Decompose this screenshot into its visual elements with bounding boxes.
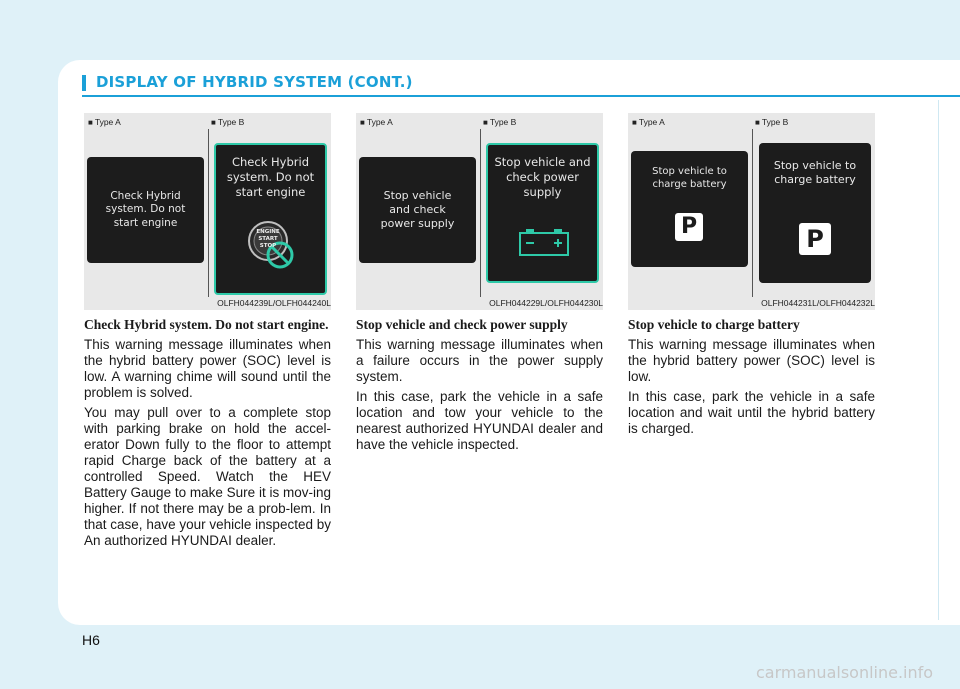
- column-paragraph: This warning message illuminates when the hybrid battery power (SOC) level is low.: [628, 337, 875, 384]
- figure-type-b-label: ■ Type B: [483, 117, 517, 127]
- header-accent-bar: [82, 75, 86, 91]
- column-heading: Stop vehicle to charge battery: [628, 317, 800, 332]
- figure-type-a-label: ■ Type A: [360, 117, 393, 127]
- figure-power-supply: [356, 113, 603, 310]
- figure-divider: [752, 129, 753, 297]
- section-title: DISPLAY OF HYBRID SYSTEM (CONT.): [96, 73, 413, 91]
- screen-type-b: Stop vehicle to charge battery P: [759, 143, 871, 283]
- column-paragraph: You may pull over to a complete stop with parking brake on hold the accel-erator Down fully to the floor to attempt rapid Charge back of the battery at a controlled Speed. Watch the HEV Battery Gauge to make Sure it is mov-ing higher. If not there may be a prob-lem. In that case, have your vehicle inspected by An authorized HYUNDAI dealer.: [84, 405, 331, 548]
- screen-type-a: Stop vehicle and check power supply: [359, 157, 476, 263]
- watermark: carmanualsonline.info: [756, 663, 934, 682]
- screen-type-b: Stop vehicle and check power supply: [486, 143, 599, 283]
- header-rule: [82, 95, 960, 97]
- figure-code: OLFH044229L/OLFH044230L: [489, 298, 603, 308]
- column-power-supply: [356, 316, 603, 457]
- screen-type-a: Check Hybrid system. Do not start engine: [87, 157, 204, 263]
- figure-divider: [480, 129, 481, 297]
- figure-code: OLFH044239L/OLFH044240L: [217, 298, 331, 308]
- park-p-icon: P: [799, 223, 831, 255]
- section-header: [82, 71, 960, 93]
- column-paragraph: In this case, park the vehicle in a safe location and wait until the hybrid battery is charged.: [628, 389, 875, 436]
- column-charge-battery: [628, 316, 875, 441]
- screen-type-b: Check Hybrid system. Do not start engine ENGINE START STOP: [214, 143, 327, 295]
- screen-type-a: Stop vehicle to charge battery P: [631, 151, 748, 267]
- figure-divider: [208, 129, 209, 297]
- figure-type-b-label: ■ Type B: [211, 117, 245, 127]
- park-p-icon: P: [675, 213, 703, 241]
- figure-charge-battery: [628, 113, 875, 310]
- battery-icon: [518, 227, 570, 257]
- column-paragraph: This warning message illuminates when the hybrid battery power (SOC) level is low. A warning chime will sound until the problem is solved.: [84, 337, 331, 400]
- column-check-hybrid: [84, 316, 331, 553]
- column-heading: Stop vehicle and check power supply: [356, 317, 568, 332]
- figure-type-b-label: ■ Type B: [755, 117, 789, 127]
- figure-type-a-label: ■ Type A: [632, 117, 665, 127]
- figure-type-a-label: ■ Type A: [88, 117, 121, 127]
- figure-code: OLFH044231L/OLFH044232L: [761, 298, 875, 308]
- column-heading: Check Hybrid system. Do not start engine.: [84, 317, 329, 332]
- right-margin-rule: [938, 100, 939, 620]
- figure-check-hybrid: [84, 113, 331, 310]
- column-paragraph: In this case, park the vehicle in a safe location and tow your vehicle to the nearest authorized HYUNDAI dealer and have the vehicle inspected.: [356, 389, 603, 452]
- column-paragraph: This warning message illuminates when a failure occurs in the power supply system.: [356, 337, 603, 384]
- engine-start-stop-button-icon: ENGINE START STOP: [246, 217, 300, 271]
- page-number: H6: [82, 632, 100, 648]
